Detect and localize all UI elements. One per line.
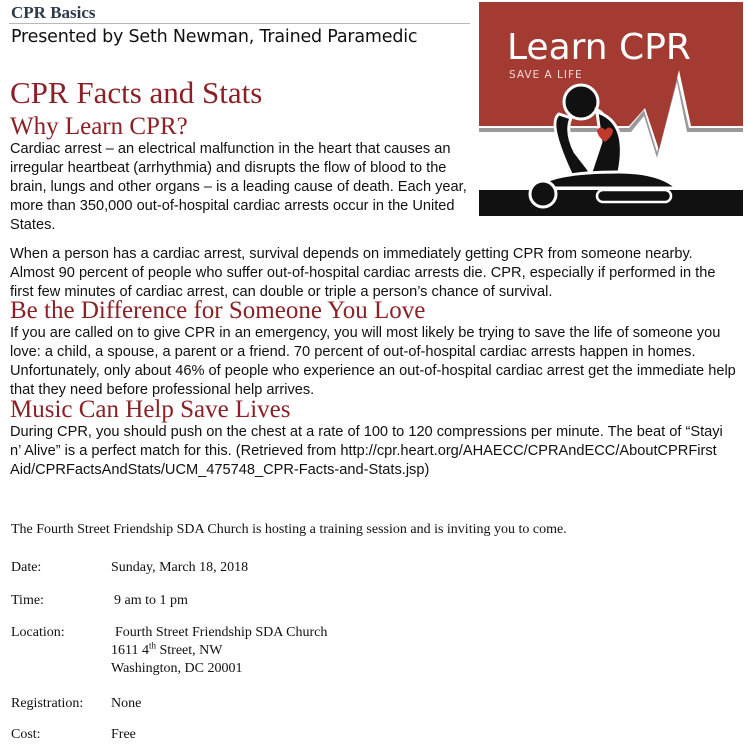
registration-value: None: [111, 696, 142, 711]
time-value: 9 am to 1 pm: [114, 593, 188, 608]
page-title: CPR Facts and Stats: [10, 75, 263, 110]
section-heading-be-the-difference: Be the Difference for Someone You Love: [10, 297, 426, 324]
cost-value: Free: [111, 727, 136, 742]
logo-tagline: SAVE A LIFE: [509, 69, 583, 81]
cost-label: Cost:: [11, 727, 41, 742]
location-city: Washington, DC 20001: [111, 661, 243, 676]
date-label: Date:: [11, 560, 42, 575]
paragraph-cardiac-arrest: Cardiac arrest – an electrical malfunction in the heart that causes an irregular heartbeat (arrhythmia) and disrupts the flow of blood to the brain, lungs and other organs – is a leading cause of death. Each year, more than 350,000 out-of-hospital cardiac arrests occur in the United States.: [10, 141, 467, 233]
location-street: [111, 642, 222, 660]
document-header-title: CPR Basics: [11, 3, 96, 22]
section-heading-music: Music Can Help Save Lives: [10, 396, 291, 423]
street-ordinal: th: [148, 640, 156, 651]
section-heading-why-learn-cpr: Why Learn CPR?: [10, 113, 188, 140]
paragraph-survival: When a person has a cardiac arrest, survival depends on immediately getting CPR from someone nearby. Almost 90 percent of people who suffer out-of-hospital cardiac arrests die. CPR, especially if performed in the first few minutes of cardiac arrest, can double or triple a person’s chance of survival.: [10, 246, 716, 300]
cpr-illustration-icon: [479, 2, 743, 220]
location-label: Location:: [11, 625, 65, 640]
header-divider: [9, 23, 470, 24]
presenter-line: Presented by Seth Newman, Trained Paramedic: [11, 27, 418, 47]
logo-title: Learn CPR: [507, 27, 691, 68]
time-label: Time:: [11, 593, 44, 608]
location-name: Fourth Street Friendship SDA Church: [115, 625, 328, 640]
paragraph-someone-you-love: If you are called on to give CPR in an emergency, you will most likely be trying to save the life of someone you love: a child, a spouse, a parent or a friend. 70 percent of out-of-hospital cardiac arrests happen in homes. Unfortunately, only about 46% of people who experience an out-of-hospital cardiac arrest get the immediate help that they need before professional help arrives.: [10, 325, 736, 398]
street-number: 1611 4: [111, 643, 149, 658]
learn-cpr-logo: [479, 2, 743, 220]
date-value: Sunday, March 18, 2018: [111, 560, 249, 575]
registration-label: Registration:: [11, 696, 84, 711]
street-name: Street, NW: [156, 643, 223, 658]
event-invitation: The Fourth Street Friendship SDA Church is hosting a training session and is inviting you to come.: [11, 522, 567, 537]
paragraph-music: During CPR, you should push on the chest at a rate of 100 to 120 compressions per minute. The beat of “Stayin’ Alive” is a perfect match for this. (Retrieved from http://cpr.heart.org/AHAECC/CPRAndECC/AboutCPRFirstAid/CPRFactsAndStats/UCM_475748_CPR-Facts-and-Stats.jsp): [10, 424, 723, 478]
